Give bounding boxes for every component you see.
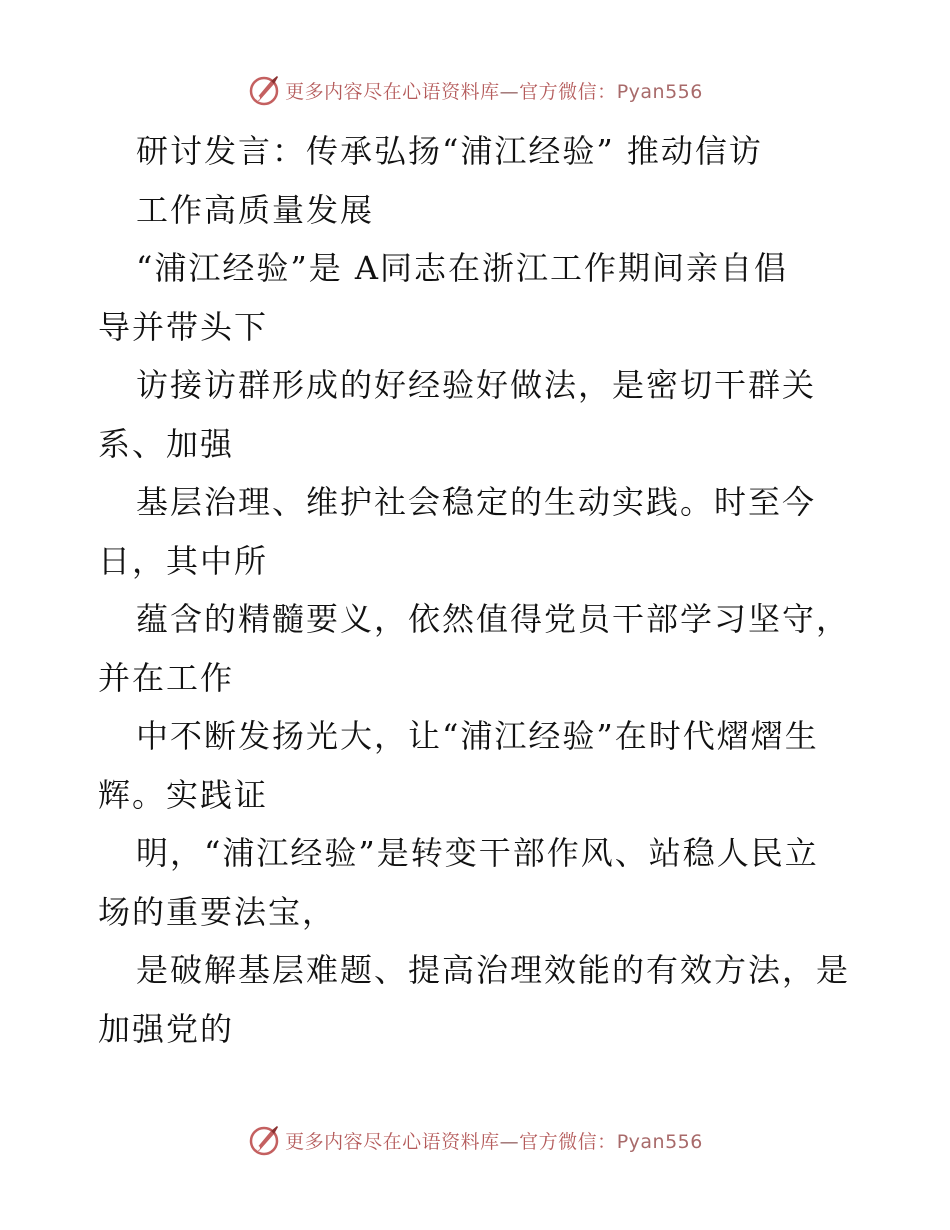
paragraph-line: 场的重要法宝， bbox=[98, 892, 337, 931]
paragraph-line: 系、加强 bbox=[98, 424, 235, 463]
paragraph-line: 加强党的 bbox=[98, 1009, 235, 1048]
header-watermark bbox=[0, 70, 950, 110]
paragraph-line: 基层治理、维护社会稳定的生动实践。时至今 bbox=[136, 483, 817, 521]
paragraph-line: 日，其中所 bbox=[98, 541, 269, 580]
paragraph-line: 并在工作 bbox=[98, 658, 235, 697]
header-watermark-text: 更多内容尽在心语资料库—官方微信：Pyan556 bbox=[285, 80, 703, 103]
paragraph-line: “浦江经验”是 A同志在浙江工作期间亲自倡 bbox=[136, 249, 789, 287]
paragraph-line: 辉。实践证 bbox=[98, 775, 269, 814]
paragraph-line: 导并带头下 bbox=[98, 307, 269, 346]
footer-watermark bbox=[0, 1120, 950, 1160]
quill-pen-logo-icon bbox=[247, 1123, 281, 1157]
paragraph-line: 蕴含的精髓要义，依然值得党员干部学习坚守， bbox=[136, 600, 851, 638]
paragraph-line: 访接访群形成的好经验好做法，是密切干群关 bbox=[136, 366, 817, 404]
document-body bbox=[98, 122, 898, 1058]
footer-watermark-text: 更多内容尽在心语资料库—官方微信：Pyan556 bbox=[285, 1130, 703, 1153]
paragraph-line: 是破解基层难题、提高治理效能的有效方法，是 bbox=[136, 951, 851, 989]
document-title-line-2: 工作高质量发展 bbox=[136, 190, 375, 229]
paragraph-line: 明，“浦江经验”是转变干部作风、站稳人民立 bbox=[136, 834, 819, 872]
document-title-line-1: 研讨发言：传承弘扬“浦江经验” 推动信访 bbox=[136, 132, 763, 170]
paragraph-line: 中不断发扬光大，让“浦江经验”在时代熠熠生 bbox=[136, 717, 819, 755]
quill-pen-logo-icon bbox=[247, 73, 281, 107]
